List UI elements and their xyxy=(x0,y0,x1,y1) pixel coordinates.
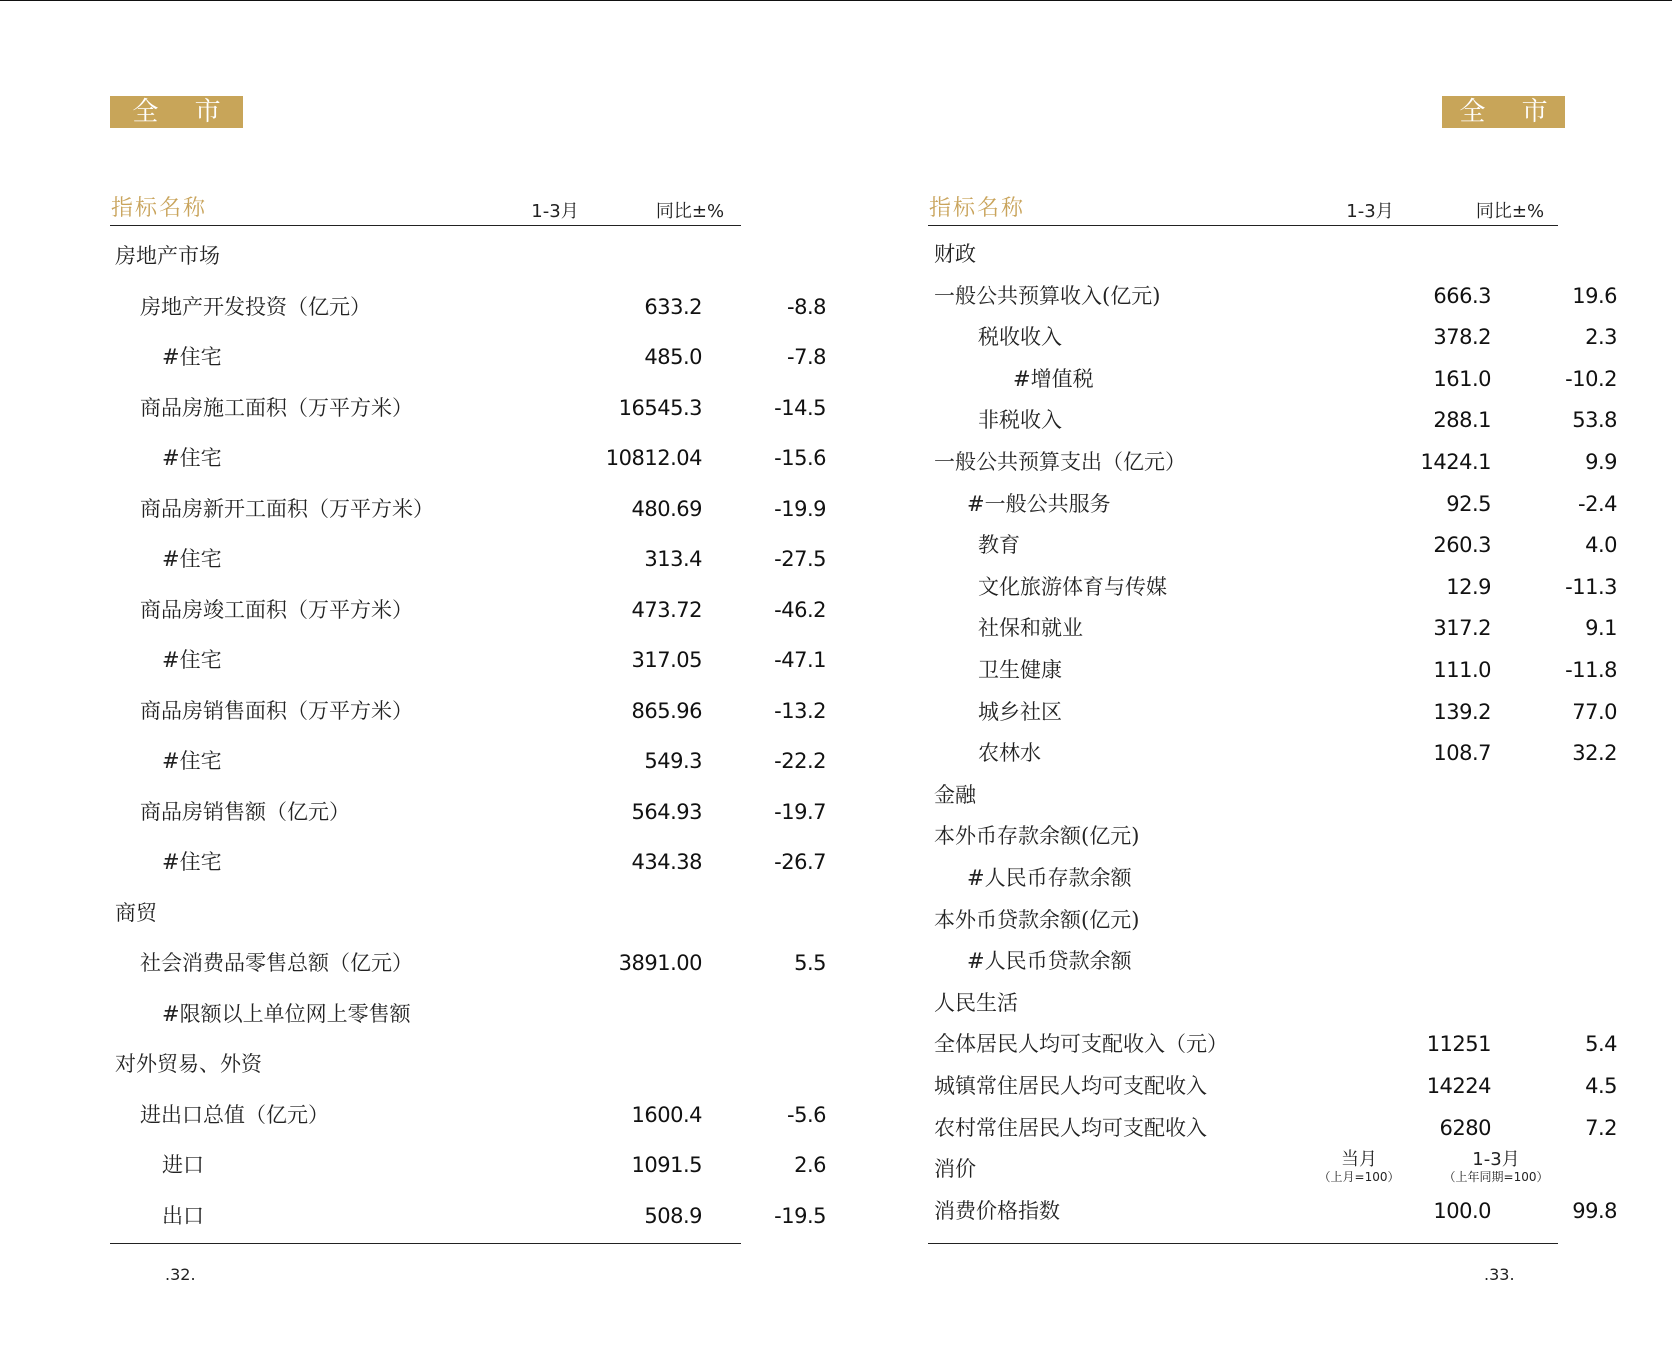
row-label: #限额以上单位网上零售额 xyxy=(162,1001,411,1026)
row-value-period: 3891.00 xyxy=(618,951,702,975)
table-row xyxy=(928,317,1617,357)
row-value-period: 549.3 xyxy=(644,749,702,773)
page-number: .32. xyxy=(165,1265,196,1284)
row-label: 商品房销售面积（万平方米） xyxy=(140,698,413,723)
row-value-yoy: 2.6 xyxy=(794,1153,826,1177)
row-label: 文化旅游体育与传媒 xyxy=(978,574,1167,599)
row-value-period: 1424.1 xyxy=(1420,450,1491,474)
row-value-yoy: -46.2 xyxy=(774,597,826,622)
row-value-period: 317.2 xyxy=(1433,616,1491,641)
table-row xyxy=(110,1095,826,1135)
row-label: 房地产开发投资（亿元） xyxy=(140,294,371,319)
row-label: 城乡社区 xyxy=(978,699,1062,724)
row-value-yoy: -11.3 xyxy=(1565,574,1617,599)
row-label: 本外币贷款余额(亿元) xyxy=(934,907,1140,932)
row-value-period: 10812.04 xyxy=(605,446,702,470)
row-label: 商品房竣工面积（万平方米） xyxy=(140,597,413,622)
row-value-yoy: 4.5 xyxy=(1585,1074,1617,1098)
table-row xyxy=(928,359,1617,399)
row-label: 进出口总值（亿元） xyxy=(140,1102,329,1127)
row-value-period: 92.5 xyxy=(1446,491,1491,516)
table-row xyxy=(928,567,1617,607)
row-value-period: 666.3 xyxy=(1433,283,1491,308)
table-row xyxy=(928,484,1617,524)
row-value-yoy: -26.7 xyxy=(774,850,826,874)
row-value-period: 1091.5 xyxy=(631,1153,702,1177)
bottom-rule xyxy=(110,1243,741,1244)
row-label: 进口 xyxy=(162,1153,204,1177)
left-page xyxy=(0,1,836,1354)
cpi-col1-subtitle: （上月=100） xyxy=(1318,1170,1400,1184)
row-value-yoy: -10.2 xyxy=(1565,366,1617,391)
row-value-yoy: -19.9 xyxy=(774,496,826,521)
table-row xyxy=(928,525,1617,565)
row-label: #一般公共服务 xyxy=(967,491,1111,516)
row-value-period: 111.0 xyxy=(1433,658,1491,682)
table-row xyxy=(928,816,1558,856)
row-label: 非税收入 xyxy=(978,408,1062,433)
row-value-period: 564.93 xyxy=(631,799,702,824)
row-value-yoy: -47.1 xyxy=(774,648,826,672)
table-row xyxy=(928,983,1558,1023)
row-label: #住宅 xyxy=(162,446,222,470)
row-label: 消费价格指数 xyxy=(934,1198,1060,1223)
row-value-yoy: -13.2 xyxy=(774,698,826,723)
table-header xyxy=(110,191,741,226)
row-value-yoy: -14.5 xyxy=(774,395,826,420)
row-label: 城镇常住居民人均可支配收入 xyxy=(934,1074,1207,1098)
table-row xyxy=(110,893,741,933)
table-header xyxy=(928,191,1558,226)
table-row xyxy=(110,489,826,529)
row-value-yoy: -5.6 xyxy=(787,1102,826,1127)
row-value-period: 508.9 xyxy=(644,1203,702,1228)
cpi-col1-title: 当月 xyxy=(1341,1149,1377,1170)
row-label: 农林水 xyxy=(978,741,1041,766)
row-value-yoy: 19.6 xyxy=(1572,283,1617,308)
table-row xyxy=(110,741,826,781)
row-label: #住宅 xyxy=(162,547,222,571)
row-value-period: 12.9 xyxy=(1446,574,1491,599)
row-label: 卫生健康 xyxy=(978,658,1062,682)
cpi-col2-subtitle: （上年同期=100） xyxy=(1443,1170,1549,1184)
row-value-period: 11251 xyxy=(1426,1032,1491,1057)
section-tag: 全 市 xyxy=(110,96,243,128)
row-label: 社保和就业 xyxy=(978,616,1083,641)
row-label: #住宅 xyxy=(162,648,222,672)
row-label: 商品房新开工面积（万平方米） xyxy=(140,496,434,521)
row-label: 税收收入 xyxy=(978,325,1062,350)
table-row xyxy=(110,337,826,377)
row-label: #住宅 xyxy=(162,749,222,773)
row-label: 人民生活 xyxy=(934,990,1018,1015)
table-row xyxy=(928,1066,1617,1106)
row-value-yoy: -19.5 xyxy=(774,1203,826,1228)
table-row xyxy=(928,234,1558,274)
header-yoy: 同比±% xyxy=(655,201,725,222)
row-label: #人民币存款余额 xyxy=(967,866,1132,890)
row-label: 一般公共预算收入(亿元) xyxy=(934,283,1161,308)
table-row xyxy=(110,842,826,882)
cpi-col1-header xyxy=(1304,1150,1414,1184)
row-label: 财政 xyxy=(934,242,976,266)
table-row xyxy=(928,1191,1617,1231)
row-value-yoy: 7.2 xyxy=(1585,1115,1617,1140)
row-label: 金融 xyxy=(934,782,976,807)
row-value-yoy: -19.7 xyxy=(774,799,826,824)
table-row xyxy=(110,590,826,630)
row-value-period: 1600.4 xyxy=(631,1102,702,1127)
table-row xyxy=(928,400,1617,440)
row-value-period: 139.2 xyxy=(1433,699,1491,724)
row-value-period: 434.38 xyxy=(631,850,702,874)
row-label: 房地产市场 xyxy=(115,244,220,268)
table-row xyxy=(928,442,1617,482)
table-row xyxy=(928,775,1558,815)
row-value-yoy: 77.0 xyxy=(1572,699,1617,724)
table-row xyxy=(928,276,1617,316)
row-label: #住宅 xyxy=(162,850,222,874)
row-value-period: 317.05 xyxy=(631,648,702,672)
table-row xyxy=(110,994,741,1034)
row-value-period: 260.3 xyxy=(1433,533,1491,558)
section-tag: 全 市 xyxy=(1442,96,1565,128)
row-label: 出口 xyxy=(162,1203,204,1228)
table-row xyxy=(110,640,826,680)
row-value-yoy: 5.5 xyxy=(794,951,826,975)
row-value-period: 161.0 xyxy=(1433,366,1491,391)
table-row xyxy=(928,900,1558,940)
cpi-col2-header xyxy=(1436,1150,1556,1184)
row-label: #住宅 xyxy=(162,345,222,369)
row-label: 对外贸易、外资 xyxy=(115,1052,262,1076)
table-row xyxy=(928,1024,1617,1064)
table-row xyxy=(928,608,1617,648)
row-value-period: 480.69 xyxy=(631,496,702,521)
row-label: 教育 xyxy=(978,533,1020,558)
row-value-period: 16545.3 xyxy=(618,395,702,420)
table-row xyxy=(110,438,826,478)
row-value-yoy: 2.3 xyxy=(1585,325,1617,350)
header-yoy: 同比±% xyxy=(1475,201,1545,222)
table-row xyxy=(110,1145,826,1185)
row-value-period: 6280 xyxy=(1439,1115,1491,1140)
table-row xyxy=(928,1108,1617,1148)
table-row xyxy=(928,733,1617,773)
row-value-yoy: 9.1 xyxy=(1585,616,1617,641)
row-label: 本外币存款余额(亿元) xyxy=(934,824,1140,849)
row-value-yoy: -2.4 xyxy=(1578,491,1617,516)
table-row xyxy=(110,792,826,832)
row-value-period: 100.0 xyxy=(1433,1198,1491,1223)
row-label: 商品房销售额（亿元） xyxy=(140,799,350,824)
row-value-period: 14224 xyxy=(1426,1074,1491,1098)
row-label: 社会消费品零售总额（亿元） xyxy=(140,951,413,975)
row-value-period: 108.7 xyxy=(1433,741,1491,766)
right-page xyxy=(836,1,1672,1354)
row-value-period: 633.2 xyxy=(644,294,702,319)
row-label: #人民币贷款余额 xyxy=(967,949,1132,974)
row-value-yoy: 53.8 xyxy=(1572,408,1617,433)
row-value-yoy: 5.4 xyxy=(1585,1032,1617,1057)
row-value-yoy: 99.8 xyxy=(1572,1198,1617,1223)
table-row xyxy=(110,388,826,428)
header-period: 1-3月 xyxy=(531,201,579,222)
row-value-period: 313.4 xyxy=(644,547,702,571)
row-label: 消价 xyxy=(934,1157,976,1182)
table-row xyxy=(110,287,826,327)
row-label: 商贸 xyxy=(115,900,157,925)
row-value-yoy: -8.8 xyxy=(787,294,826,319)
table-row xyxy=(110,1044,741,1084)
header-period: 1-3月 xyxy=(1346,201,1394,222)
row-label: #增值税 xyxy=(1013,366,1094,391)
table-row xyxy=(110,236,741,276)
row-value-yoy: -7.8 xyxy=(787,345,826,369)
row-value-period: 378.2 xyxy=(1433,325,1491,350)
table-row xyxy=(110,691,826,731)
page-number: .33. xyxy=(1484,1265,1515,1284)
cpi-col2-title: 1-3月 xyxy=(1472,1149,1520,1170)
row-label: 全体居民人均可支配收入（元） xyxy=(934,1032,1228,1057)
header-indicator-name: 指标名称 xyxy=(929,196,1026,221)
table-row xyxy=(928,692,1617,732)
table-row xyxy=(110,539,826,579)
row-value-yoy: 32.2 xyxy=(1572,741,1617,766)
row-value-yoy: 4.0 xyxy=(1585,533,1617,558)
row-value-yoy: 9.9 xyxy=(1585,450,1617,474)
row-value-yoy: -22.2 xyxy=(774,749,826,773)
table-row xyxy=(928,858,1558,898)
table-row xyxy=(110,943,826,983)
row-label: 一般公共预算支出（亿元） xyxy=(934,450,1186,474)
row-value-yoy: -11.8 xyxy=(1565,658,1617,682)
row-value-period: 473.72 xyxy=(631,597,702,622)
row-value-yoy: -15.6 xyxy=(774,446,826,470)
row-value-period: 865.96 xyxy=(631,698,702,723)
table-row xyxy=(928,941,1558,981)
row-label: 商品房施工面积（万平方米） xyxy=(140,395,413,420)
header-indicator-name: 指标名称 xyxy=(111,196,208,221)
row-value-yoy: -27.5 xyxy=(774,547,826,571)
row-label: 农村常住居民人均可支配收入 xyxy=(934,1115,1207,1140)
bottom-rule xyxy=(928,1243,1558,1244)
row-value-period: 485.0 xyxy=(644,345,702,369)
row-value-period: 288.1 xyxy=(1433,408,1491,433)
table-row xyxy=(110,1196,826,1236)
table-row xyxy=(928,650,1617,690)
